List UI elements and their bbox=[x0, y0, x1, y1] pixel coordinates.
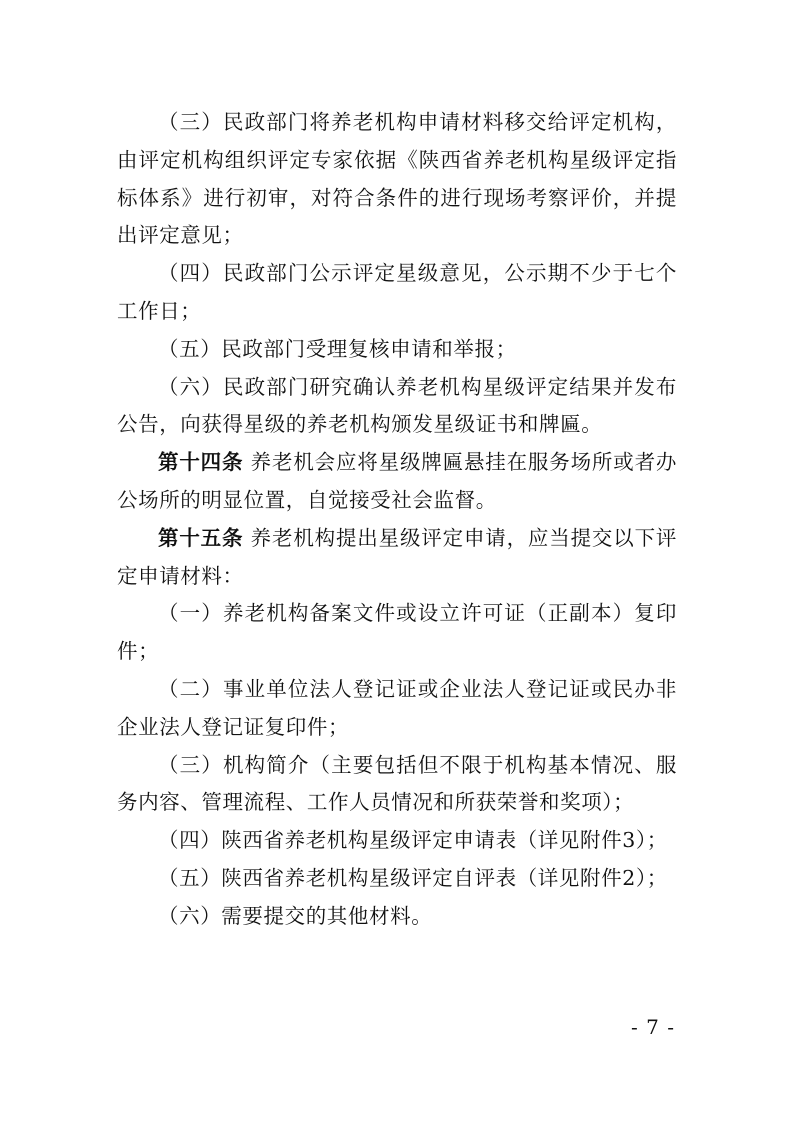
document-body bbox=[117, 104, 677, 936]
paragraph-text: （六）民政部门研究确认养老机构星级评定结果并发布公告，向获得星级的养老机构颁发星级证书和牌匾。 bbox=[117, 374, 677, 437]
paragraph-text: （四）民政部门公示评定星级意见，公示期不少于七个工作日； bbox=[117, 261, 677, 323]
list-item-text: （三）机构简介（主要包括但不限于机构基本情况、服务内容、管理流程、工作人员情况和所获荣誉和奖项）； bbox=[117, 752, 677, 815]
article-heading: 第十五条 bbox=[158, 525, 244, 550]
list-item-registration-copy bbox=[117, 671, 677, 747]
list-item-text: （四）陕西省养老机构星级评定申请表（详见附件3）； bbox=[158, 828, 668, 853]
list-item-text: （二）事业单位法人登记证或企业法人登记证或民办非企业法人登记证复印件； bbox=[117, 676, 677, 739]
paragraph-text: （五）民政部门受理复核申请和举报； bbox=[158, 336, 517, 361]
article-14 bbox=[117, 444, 677, 520]
paragraph-review-submission bbox=[117, 104, 677, 255]
article-text: 养老机构提出星级评定申请，应当提交以下评定申请材料： bbox=[117, 525, 677, 588]
list-item-text: （六）需要提交的其他材料。 bbox=[158, 903, 433, 928]
paragraph-confirm-results bbox=[117, 369, 677, 445]
list-item-self-assessment-form bbox=[117, 860, 677, 898]
paragraph-review-complaints bbox=[117, 331, 677, 369]
article-15 bbox=[117, 520, 677, 596]
list-item-other-materials bbox=[117, 898, 677, 936]
list-item-text: （五）陕西省养老机构星级评定自评表（详见附件2）； bbox=[158, 865, 668, 890]
article-heading: 第十四条 bbox=[158, 450, 244, 475]
page-number: - 7 - bbox=[631, 1015, 675, 1039]
list-item-text: （一）养老机构备案文件或设立许可证（正副本）复印件； bbox=[117, 601, 677, 664]
article-text: 养老机会应将星级牌匾悬挂在服务场所或者办公场所的明显位置，自觉接受社会监督。 bbox=[117, 450, 677, 512]
list-item-license-copy bbox=[117, 595, 677, 671]
list-item-application-form bbox=[117, 822, 677, 860]
paragraph-text: （三）民政部门将养老机构申请材料移交给评定机构，由评定机构组织评定专家依据《陕西省养老机构星级评定指标体系》进行初审，对符合条件的进行现场考察评价，并提出评定意见； bbox=[117, 110, 677, 248]
list-item-organization-profile bbox=[117, 747, 677, 823]
paragraph-public-notice bbox=[117, 255, 677, 331]
